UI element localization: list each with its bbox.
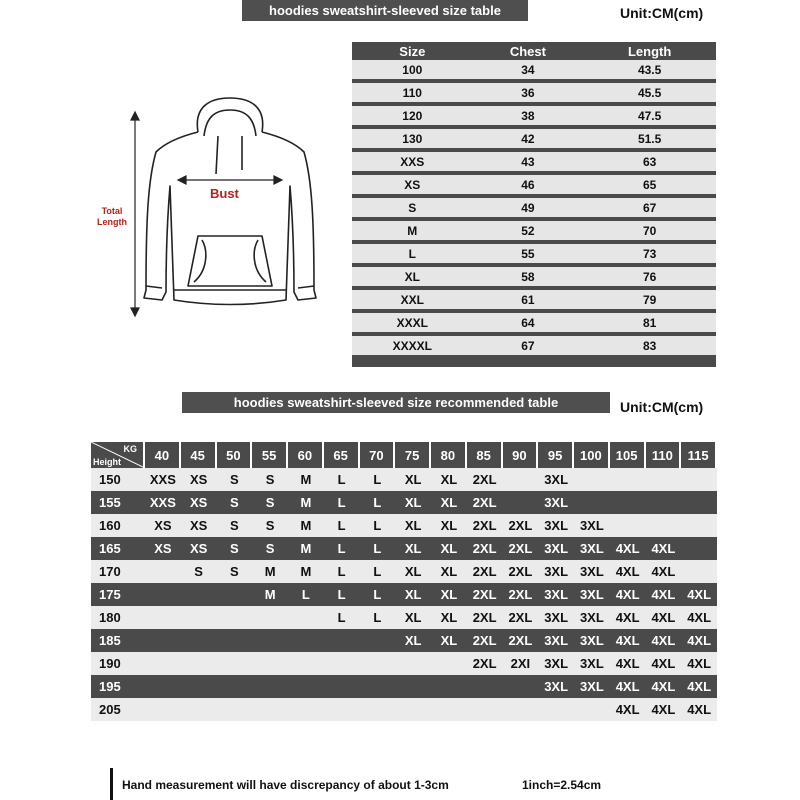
- size-recommendation-cell: XS: [181, 491, 217, 514]
- chest-cell: 43: [473, 150, 584, 173]
- size-recommendation-cell: [252, 698, 288, 721]
- size-recommendation-cell: 4XL: [610, 652, 646, 675]
- size-recommendation-cell: 3XL: [574, 606, 610, 629]
- size-recommendation-cell: 4XL: [610, 629, 646, 652]
- length-cell: 51.5: [583, 127, 716, 150]
- size-recommendation-cell: [395, 675, 431, 698]
- size-recommendation-cell: S: [252, 468, 288, 491]
- length-cell: 73: [583, 242, 716, 265]
- size-cell: S: [352, 196, 473, 219]
- length-cell: 79: [583, 288, 716, 311]
- size-recommendation-cell: S: [252, 514, 288, 537]
- size-recommendation-cell: [217, 652, 253, 675]
- size-recommendation-cell: [467, 675, 503, 698]
- bust-label: Bust: [210, 186, 239, 201]
- size-recommendation-cell: L: [360, 560, 396, 583]
- size-recommendation-cell: [431, 675, 467, 698]
- size-recommendation-cell: 3XL: [538, 491, 574, 514]
- size-cell: XXL: [352, 288, 473, 311]
- length-cell: 63: [583, 150, 716, 173]
- size-cell: XXXL: [352, 311, 473, 334]
- size-recommendation-cell: 3XL: [574, 514, 610, 537]
- size-cell: M: [352, 219, 473, 242]
- size-recommendation-cell: [145, 698, 181, 721]
- size-recommendation-cell: S: [252, 537, 288, 560]
- size-recommendation-cell: XL: [395, 629, 431, 652]
- footer-note: Hand measurement will have discrepancy of about 1-3cm: [122, 778, 449, 792]
- size-recommendation-cell: [431, 652, 467, 675]
- recommend-table-title: hoodies sweatshirt-sleeved size recommended table: [182, 392, 610, 413]
- size-recommendation-cell: 3XL: [538, 629, 574, 652]
- size-recommendation-cell: 4XL: [646, 560, 682, 583]
- size-cell: 110: [352, 81, 473, 104]
- size-recommendation-cell: [252, 629, 288, 652]
- size-recommendation-cell: 3XL: [538, 560, 574, 583]
- size-recommendation-cell: [324, 629, 360, 652]
- size-table-title: hoodies sweatshirt-sleeved size table: [242, 0, 528, 21]
- chest-cell: 42: [473, 127, 584, 150]
- chest-cell: 46: [473, 173, 584, 196]
- chest-cell: 67: [473, 334, 584, 357]
- size-recommendation-cell: [503, 468, 539, 491]
- size-recommendation-cell: [503, 675, 539, 698]
- size-recommendation-cell: [181, 629, 217, 652]
- weight-header: 95: [538, 442, 574, 468]
- size-recommendation-cell: S: [217, 560, 253, 583]
- size-recommendation-cell: L: [324, 491, 360, 514]
- weight-header: 45: [181, 442, 217, 468]
- size-recommendation-cell: L: [324, 606, 360, 629]
- size-cell: XS: [352, 173, 473, 196]
- corner-cell: [91, 442, 145, 468]
- size-recommendation-cell: 4XL: [681, 652, 717, 675]
- size-recommendation-cell: [574, 468, 610, 491]
- size-recommendation-cell: [145, 606, 181, 629]
- height-cell: 150: [91, 468, 145, 491]
- size-recommendation-cell: S: [217, 537, 253, 560]
- size-recommendation-cell: [288, 629, 324, 652]
- weight-header: 110: [646, 442, 682, 468]
- size-recommendation-cell: [360, 629, 396, 652]
- weight-header: 65: [324, 442, 360, 468]
- size-table-row: [352, 81, 716, 104]
- footer-conversion: 1inch=2.54cm: [522, 778, 602, 792]
- size-recommendation-cell: 2XL: [503, 583, 539, 606]
- weight-header: 55: [252, 442, 288, 468]
- size-recommendation-cell: XL: [395, 491, 431, 514]
- size-recommendation-cell: [360, 698, 396, 721]
- height-cell: 190: [91, 652, 145, 675]
- size-recommendation-cell: [181, 583, 217, 606]
- recommend-table-header: [91, 442, 717, 468]
- size-recommendation-cell: 2XL: [467, 652, 503, 675]
- recommend-row: [91, 652, 717, 675]
- size-table: [352, 42, 716, 367]
- size-recommendation-cell: 2XL: [467, 514, 503, 537]
- size-table-row: [352, 288, 716, 311]
- weight-header: 90: [503, 442, 539, 468]
- length-cell: 67: [583, 196, 716, 219]
- size-recommendation-cell: [610, 514, 646, 537]
- size-recommendation-cell: [145, 583, 181, 606]
- size-recommendation-cell: XS: [181, 468, 217, 491]
- size-recommendation-cell: XL: [431, 606, 467, 629]
- size-recommendation-cell: M: [252, 560, 288, 583]
- size-recommendation-cell: [217, 583, 253, 606]
- size-recommendation-cell: [217, 606, 253, 629]
- size-recommendation-cell: 4XL: [610, 606, 646, 629]
- height-cell: 170: [91, 560, 145, 583]
- size-recommendation-cell: 4XL: [646, 583, 682, 606]
- size-recommendation-cell: 2XL: [503, 606, 539, 629]
- height-cell: 155: [91, 491, 145, 514]
- size-recommendation-cell: 2XL: [503, 537, 539, 560]
- weight-header: 115: [681, 442, 717, 468]
- size-table-row: [352, 60, 716, 81]
- size-recommendation-cell: L: [360, 468, 396, 491]
- recommend-row: [91, 583, 717, 606]
- corner-kg: KG: [123, 444, 137, 454]
- size-recommendation-cell: [217, 675, 253, 698]
- chest-cell: 38: [473, 104, 584, 127]
- size-recommendation-cell: [574, 698, 610, 721]
- size-recommendation-cell: L: [324, 560, 360, 583]
- size-recommendation-cell: [145, 652, 181, 675]
- size-recommendation-cell: 3XL: [538, 537, 574, 560]
- size-table-row: [352, 150, 716, 173]
- size-recommendation-cell: S: [217, 491, 253, 514]
- weight-header: 105: [610, 442, 646, 468]
- size-recommendation-cell: [181, 652, 217, 675]
- size-recommendation-cell: XL: [431, 468, 467, 491]
- size-recommendation-cell: M: [288, 491, 324, 514]
- recommend-row: [91, 491, 717, 514]
- size-table-row: [352, 265, 716, 288]
- size-recommendation-cell: XS: [181, 537, 217, 560]
- chest-cell: 36: [473, 81, 584, 104]
- chest-cell: 64: [473, 311, 584, 334]
- chest-cell: 55: [473, 242, 584, 265]
- length-cell: 45.5: [583, 81, 716, 104]
- length-cell: 70: [583, 219, 716, 242]
- size-recommendation-cell: 3XL: [538, 583, 574, 606]
- size-recommendation-cell: [681, 560, 717, 583]
- size-recommendation-cell: [181, 606, 217, 629]
- size-recommendation-cell: [324, 675, 360, 698]
- height-cell: 175: [91, 583, 145, 606]
- size-recommendation-cell: 4XL: [646, 606, 682, 629]
- recommend-row: [91, 537, 717, 560]
- size-recommendation-cell: 4XL: [681, 698, 717, 721]
- size-recommendation-cell: 3XL: [574, 537, 610, 560]
- total-length-label: Total Length: [97, 206, 127, 227]
- size-recommendation-cell: [252, 675, 288, 698]
- size-recommendation-cell: M: [288, 468, 324, 491]
- body-outline: [144, 132, 316, 305]
- size-recommendation-cell: S: [252, 491, 288, 514]
- size-recommendation-cell: L: [360, 583, 396, 606]
- size-recommendation-cell: 2XL: [467, 537, 503, 560]
- size-recommendation-cell: [145, 675, 181, 698]
- size-table-row: [352, 242, 716, 265]
- size-recommendation-cell: [503, 491, 539, 514]
- size-recommendation-cell: [145, 560, 181, 583]
- size-recommendation-cell: 2XL: [503, 560, 539, 583]
- size-table-row: [352, 196, 716, 219]
- hood-outline: [197, 98, 262, 132]
- size-recommendation-cell: [360, 675, 396, 698]
- size-recommendation-cell: 2XL: [467, 491, 503, 514]
- size-table-row: [352, 104, 716, 127]
- length-cell: 47.5: [583, 104, 716, 127]
- size-recommendation-cell: [288, 606, 324, 629]
- size-recommendation-cell: XS: [181, 514, 217, 537]
- size-recommendation-cell: 3XL: [538, 652, 574, 675]
- size-recommendation-cell: 4XL: [681, 583, 717, 606]
- size-recommendation-cell: L: [360, 606, 396, 629]
- size-recommendation-cell: 4XL: [610, 560, 646, 583]
- size-recommendation-cell: 2XL: [467, 629, 503, 652]
- size-recommendation-cell: 4XL: [681, 675, 717, 698]
- size-recommendation-cell: 4XL: [610, 698, 646, 721]
- size-recommendation-cell: XL: [395, 537, 431, 560]
- length-cell: 65: [583, 173, 716, 196]
- size-recommendation-cell: L: [360, 514, 396, 537]
- chest-cell: 58: [473, 265, 584, 288]
- size-recommendation-cell: [646, 468, 682, 491]
- size-recommendation-cell: [288, 675, 324, 698]
- weight-header: 100: [574, 442, 610, 468]
- size-recommendation-cell: 3XL: [574, 652, 610, 675]
- size-table-end-bar: [352, 357, 716, 367]
- size-table-row: [352, 219, 716, 242]
- height-cell: 205: [91, 698, 145, 721]
- size-table-row: [352, 127, 716, 150]
- size-recommendation-cell: XL: [395, 583, 431, 606]
- size-recommendation-cell: XL: [395, 606, 431, 629]
- size-recommendation-cell: 2XL: [467, 560, 503, 583]
- size-cell: XXS: [352, 150, 473, 173]
- size-recommendation-cell: XL: [395, 468, 431, 491]
- weight-header: 75: [395, 442, 431, 468]
- size-recommendation-cell: [360, 652, 396, 675]
- size-recommendation-cell: [181, 675, 217, 698]
- size-recommendation-cell: 2XL: [503, 629, 539, 652]
- size-recommendation-cell: XL: [431, 560, 467, 583]
- size-recommendation-cell: 3XL: [538, 514, 574, 537]
- size-recommendation-cell: M: [288, 560, 324, 583]
- size-recommendation-cell: [181, 698, 217, 721]
- size-recommendation-cell: [324, 698, 360, 721]
- size-recommendation-cell: [681, 468, 717, 491]
- weight-header: 70: [360, 442, 396, 468]
- size-recommendation-cell: [610, 491, 646, 514]
- height-cell: 165: [91, 537, 145, 560]
- size-recommendation-cell: [217, 698, 253, 721]
- recommend-row: [91, 606, 717, 629]
- weight-header: 50: [217, 442, 253, 468]
- corner-height: Height: [93, 457, 121, 467]
- size-recommendation-cell: 2XL: [467, 468, 503, 491]
- size-recommendation-cell: 3XL: [538, 606, 574, 629]
- size-recommendation-cell: 2XI: [503, 652, 539, 675]
- chest-cell: 49: [473, 196, 584, 219]
- size-recommendation-cell: [610, 468, 646, 491]
- size-recommendation-cell: XS: [145, 514, 181, 537]
- length-cell: 83: [583, 334, 716, 357]
- size-recommendation-cell: 4XL: [681, 629, 717, 652]
- height-cell: 195: [91, 675, 145, 698]
- size-recommendation-cell: [681, 537, 717, 560]
- size-recommendation-cell: L: [324, 514, 360, 537]
- size-recommendation-cell: 3XL: [538, 468, 574, 491]
- header-length: Length: [583, 42, 716, 60]
- size-recommendation-cell: M: [288, 514, 324, 537]
- size-recommendation-cell: 3XL: [574, 675, 610, 698]
- size-recommendation-cell: [681, 491, 717, 514]
- size-cell: 130: [352, 127, 473, 150]
- chest-cell: 52: [473, 219, 584, 242]
- size-cell: 100: [352, 60, 473, 81]
- size-table-row: [352, 173, 716, 196]
- size-recommendation-cell: [288, 698, 324, 721]
- size-recommendation-cell: 3XL: [538, 675, 574, 698]
- size-recommendation-cell: [467, 698, 503, 721]
- size-recommendation-cell: M: [252, 583, 288, 606]
- size-recommendation-cell: [217, 629, 253, 652]
- size-recommendation-cell: 2XL: [467, 606, 503, 629]
- size-recommendation-cell: XXS: [145, 468, 181, 491]
- recommend-row: [91, 675, 717, 698]
- weight-header: 60: [288, 442, 324, 468]
- size-recommendation-cell: 4XL: [610, 537, 646, 560]
- size-cell: L: [352, 242, 473, 265]
- header-size: Size: [352, 42, 473, 60]
- weight-header: 80: [431, 442, 467, 468]
- size-recommendation-cell: L: [360, 491, 396, 514]
- pocket-outline: [188, 236, 272, 286]
- size-table-unit: Unit:CM(cm): [620, 5, 704, 21]
- size-recommendation-cell: XL: [431, 583, 467, 606]
- size-recommendation-cell: [324, 652, 360, 675]
- chest-cell: 34: [473, 60, 584, 81]
- height-cell: 160: [91, 514, 145, 537]
- size-recommendation-cell: 2XL: [503, 514, 539, 537]
- size-recommendation-cell: 2XL: [467, 583, 503, 606]
- size-recommendation-cell: 4XL: [646, 675, 682, 698]
- recommend-row: [91, 698, 717, 721]
- size-table-row: [352, 311, 716, 334]
- size-recommendation-cell: [503, 698, 539, 721]
- size-recommendation-cell: [252, 606, 288, 629]
- size-cell: 120: [352, 104, 473, 127]
- weight-header: 40: [145, 442, 181, 468]
- size-recommendation-cell: 4XL: [646, 652, 682, 675]
- length-cell: 43.5: [583, 60, 716, 81]
- height-cell: 180: [91, 606, 145, 629]
- size-recommendation-cell: [252, 652, 288, 675]
- size-recommendation-cell: M: [288, 537, 324, 560]
- size-recommendation-cell: [646, 491, 682, 514]
- size-recommendation-cell: 3XL: [574, 629, 610, 652]
- size-recommendation-cell: XL: [395, 514, 431, 537]
- height-cell: 185: [91, 629, 145, 652]
- size-recommendation-cell: 3XL: [574, 583, 610, 606]
- size-table-header: [352, 42, 716, 60]
- size-recommendation-cell: [681, 514, 717, 537]
- length-cell: 76: [583, 265, 716, 288]
- size-recommendation-cell: [395, 652, 431, 675]
- size-recommendation-cell: XS: [145, 537, 181, 560]
- size-recommendation-cell: S: [217, 468, 253, 491]
- size-recommendation-cell: 4XL: [681, 606, 717, 629]
- recommend-row: [91, 560, 717, 583]
- size-recommendation-cell: S: [217, 514, 253, 537]
- size-recommendation-cell: [288, 652, 324, 675]
- size-cell: XL: [352, 265, 473, 288]
- header-chest: Chest: [473, 42, 584, 60]
- size-table-row: [352, 334, 716, 357]
- weight-header: 85: [467, 442, 503, 468]
- size-recommendation-cell: [574, 491, 610, 514]
- size-recommendation-cell: [395, 698, 431, 721]
- size-recommendation-cell: 4XL: [610, 583, 646, 606]
- recommend-table-unit: Unit:CM(cm): [620, 399, 704, 415]
- chest-cell: 61: [473, 288, 584, 311]
- footer-bar: [110, 768, 113, 800]
- size-recommendation-cell: L: [324, 468, 360, 491]
- recommend-row: [91, 468, 717, 491]
- size-cell: XXXXL: [352, 334, 473, 357]
- size-recommendation-cell: XL: [395, 560, 431, 583]
- size-recommendation-cell: 4XL: [646, 629, 682, 652]
- recommend-table: [91, 442, 717, 721]
- size-recommendation-cell: [538, 698, 574, 721]
- size-recommendation-cell: L: [324, 537, 360, 560]
- size-recommendation-cell: [646, 514, 682, 537]
- recommend-row: [91, 629, 717, 652]
- size-recommendation-cell: L: [324, 583, 360, 606]
- size-recommendation-cell: XL: [431, 537, 467, 560]
- size-recommendation-cell: 3XL: [574, 560, 610, 583]
- length-cell: 81: [583, 311, 716, 334]
- size-recommendation-cell: 4XL: [610, 675, 646, 698]
- size-recommendation-cell: 4XL: [646, 698, 682, 721]
- size-recommendation-cell: XXS: [145, 491, 181, 514]
- size-recommendation-cell: XL: [431, 514, 467, 537]
- size-recommendation-cell: L: [360, 537, 396, 560]
- size-recommendation-cell: XL: [431, 629, 467, 652]
- size-recommendation-cell: XL: [431, 491, 467, 514]
- recommend-row: [91, 514, 717, 537]
- size-recommendation-cell: [431, 698, 467, 721]
- size-recommendation-cell: L: [288, 583, 324, 606]
- size-recommendation-cell: 4XL: [646, 537, 682, 560]
- size-recommendation-cell: S: [181, 560, 217, 583]
- size-recommendation-cell: [145, 629, 181, 652]
